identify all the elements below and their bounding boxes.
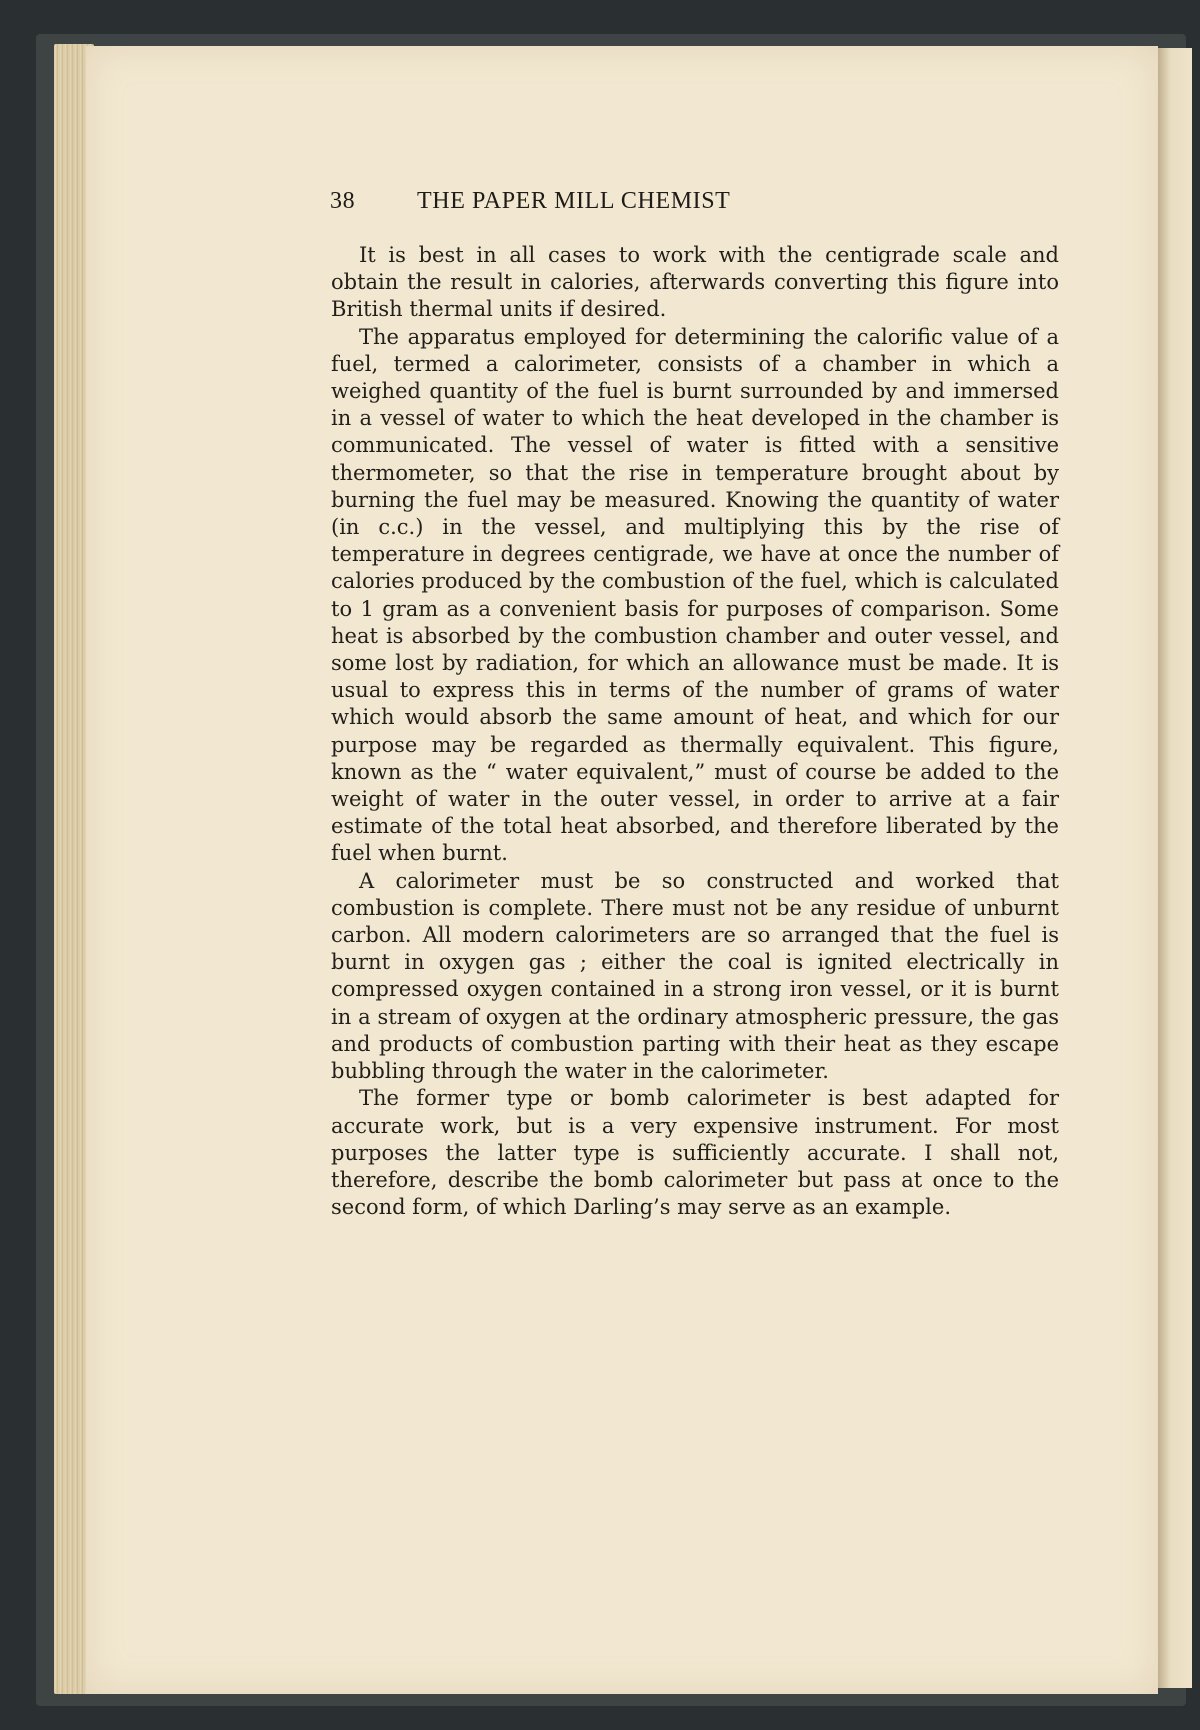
facing-page-edge bbox=[1156, 48, 1192, 1688]
paragraph: The apparatus employed for determining the calorific value of a fuel, termed a calorimeter, consists of a chamber in which a weighed quantity of the fuel is burnt surrounded by and immersed in a vessel of water to which the heat developed in the chamber is communicated. The vessel of water is fitted with a sensitive thermometer, so that the rise in temperature brought about by burning the fuel may be measured. Knowing the quantity of water (in c.c.) in the vessel, and multiplying this by the rise of temperature in degrees centigrade, we have at once the number of calories produced by the combustion of the fuel, which is calculated to 1 gram as a convenient basis for purposes of comparison. Some heat is absorbed by the combustion chamber and outer vessel, and some lost by radiation, for which an allowance must be made. It is usual to express this in terms of the number of grams of water which would absorb the same amount of heat, and which for our purpose may be regarded as thermally equivalent. This figure, known as the “ water equivalent,” must of course be added to the weight of water in the outer vessel, in order to arrive at a fair estimate of the total heat absorbed, and therefore liberated by the fuel when burnt. bbox=[331, 324, 1059, 866]
paragraph: A calorimeter must be so constructed and worked that combustion is complete. There must not be any residue of unburnt carbon. All modern calorimeters are so arranged that the fuel is burnt in oxygen gas ; either the coal is ignited electrically in compressed oxygen contained in a strong iron vessel, or it is burnt in a stream of oxygen at the ordinary atmospheric pressure, the gas and products of combustion parting with their heat as they escape bubbling through the water in the calorimeter. bbox=[331, 868, 1059, 1084]
running-head-title: THE PAPER MILL CHEMIST bbox=[417, 188, 731, 214]
paragraph: The former type or bomb calorimeter is best adapted for accurate work, but is a very expensive instrument. For most purposes the latter type is sufficiently accurate. I shall not, therefore, describe the bomb calorimeter but pass at once to the second form, of which Darling’s may serve as an example. bbox=[331, 1086, 1059, 1220]
paragraph: It is best in all cases to work with the centigrade scale and obtain the result in calories, afterwards converting this figure into British thermal units if desired. bbox=[331, 243, 1059, 322]
page-body bbox=[331, 242, 1059, 1221]
running-header bbox=[244, 188, 904, 222]
page-number: 38 bbox=[330, 188, 356, 214]
